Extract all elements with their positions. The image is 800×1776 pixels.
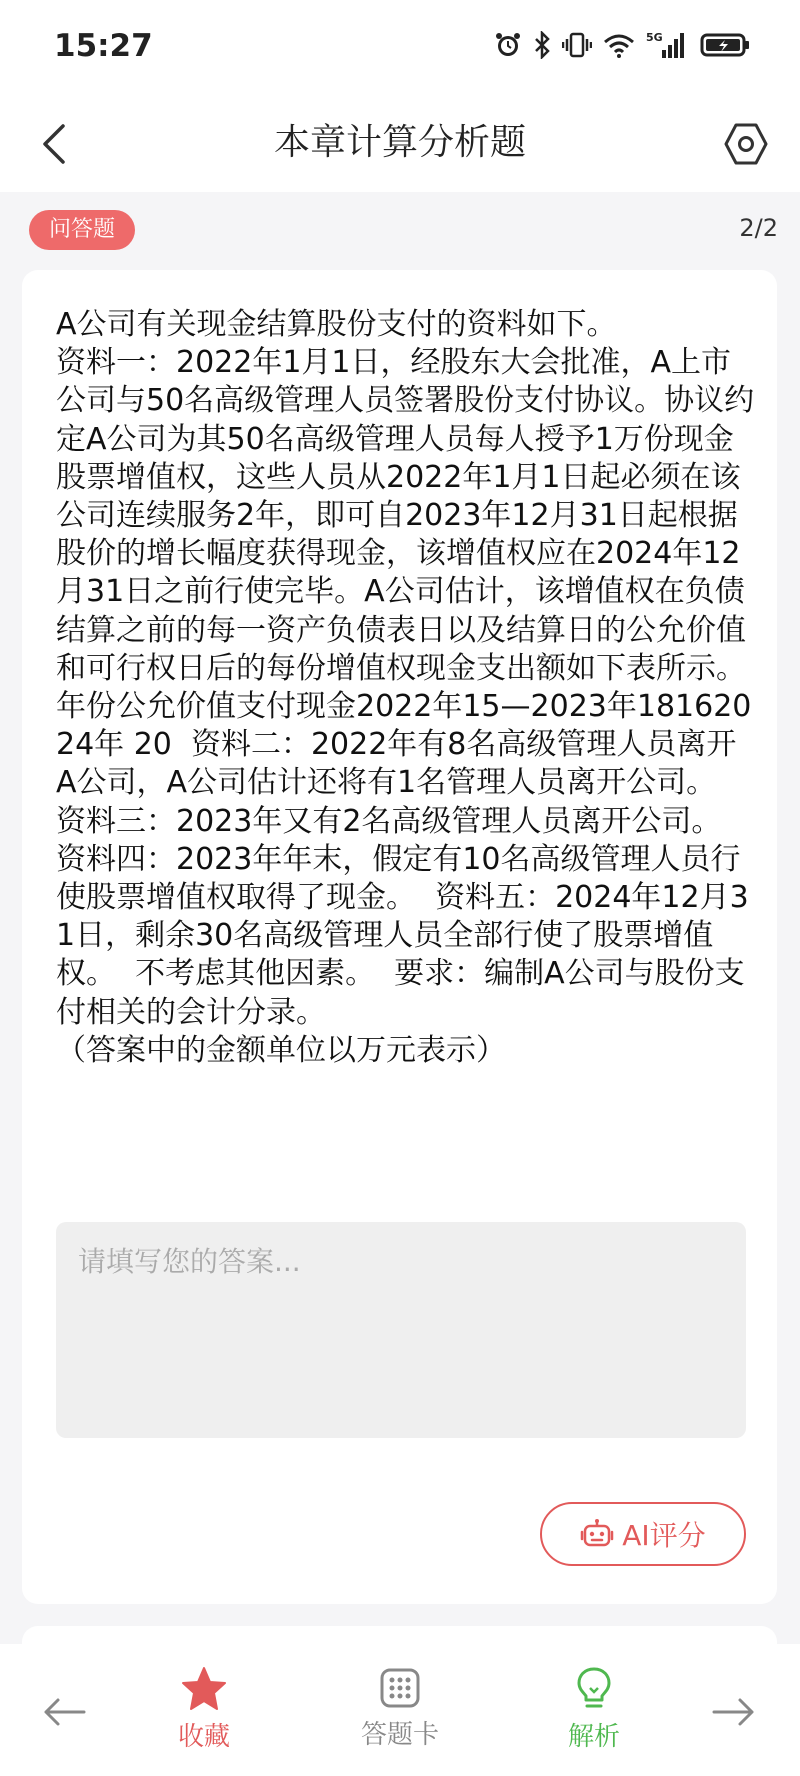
- lightbulb-icon: [574, 1666, 614, 1712]
- question-text: A公司有关现金结算股份支付的资料如下。 资料一：2022年1月1日，经股东大会批准，A上市公司与50名高级管理人员签署股份支付协议。协议约定A公司为其50名高级管理人员每人授予1万份现金股票增值权，这些人员从2022年1月1日起必须在该公司连续服务2年，即可自2023年12月31日起根据股价的增长幅度获得现金，该增值权应在2024年12月31日之前行使完毕。A公司估计，该增值权在负债结算之前的每一资产负债表日以及结算日的公允价值和可行权日后的每份增值权现金支出额如下表所示。年份公允价值支付现金2022年15—2023年18162024年 20 资料二：2022年有8名高级管理人员离开A公司，A公司估计还将有1名管理人员离开公司。 资料三：2023年又有2名高级管理人员离开公司。 资料四：2023年年末，假定有10名高级管理人员行使股票增值权取得了现金。 资料五：2024年12月31日，剩余30名高级管理人员全部行使了股票增值权。 不考虑其他因素。 要求：编制A公司与股份支付相关的会计分录。 （答案中的金额单位以万元表示）: [56, 307, 755, 1068]
- status-bar: [0, 0, 800, 96]
- analysis-label: 解析: [567, 1722, 620, 1752]
- favorite-button[interactable]: [144, 1666, 264, 1753]
- question-type-badge: 问答题: [29, 210, 135, 250]
- gear-icon: [723, 121, 769, 167]
- star-icon: [180, 1666, 228, 1712]
- previous-button[interactable]: [34, 1682, 94, 1742]
- question-header: [0, 192, 800, 270]
- bluetooth-icon: [532, 31, 552, 63]
- answer-input[interactable]: [56, 1222, 746, 1438]
- answer-card-button[interactable]: [340, 1666, 460, 1751]
- favorite-label: 收藏: [177, 1722, 230, 1752]
- robot-icon: [580, 1518, 614, 1550]
- status-time: 15:27: [54, 28, 153, 64]
- settings-button[interactable]: [714, 112, 778, 176]
- analysis-button[interactable]: [534, 1666, 654, 1753]
- alarm-icon: [494, 31, 522, 63]
- battery-charging-icon: [700, 31, 752, 63]
- vibrate-icon: [562, 31, 592, 63]
- page-title: 本章计算分析题: [273, 122, 526, 163]
- next-button[interactable]: [704, 1682, 764, 1742]
- wifi-icon: [602, 31, 636, 63]
- cellular-signal-icon: [646, 30, 690, 64]
- question-card: [22, 270, 777, 1604]
- question-counter: 2/2: [739, 214, 778, 242]
- ai-score-button[interactable]: [540, 1502, 746, 1566]
- grid-icon: [378, 1666, 422, 1710]
- svg-text:5G: 5G: [646, 31, 663, 44]
- status-icons: [494, 30, 752, 64]
- answer-card-label: 答题卡: [360, 1720, 439, 1750]
- ai-score-label: AI评分: [622, 1519, 706, 1552]
- arrow-left-icon: [42, 1696, 86, 1728]
- app-bar: [0, 96, 800, 192]
- bottom-nav: [0, 1644, 800, 1776]
- arrow-right-icon: [712, 1696, 756, 1728]
